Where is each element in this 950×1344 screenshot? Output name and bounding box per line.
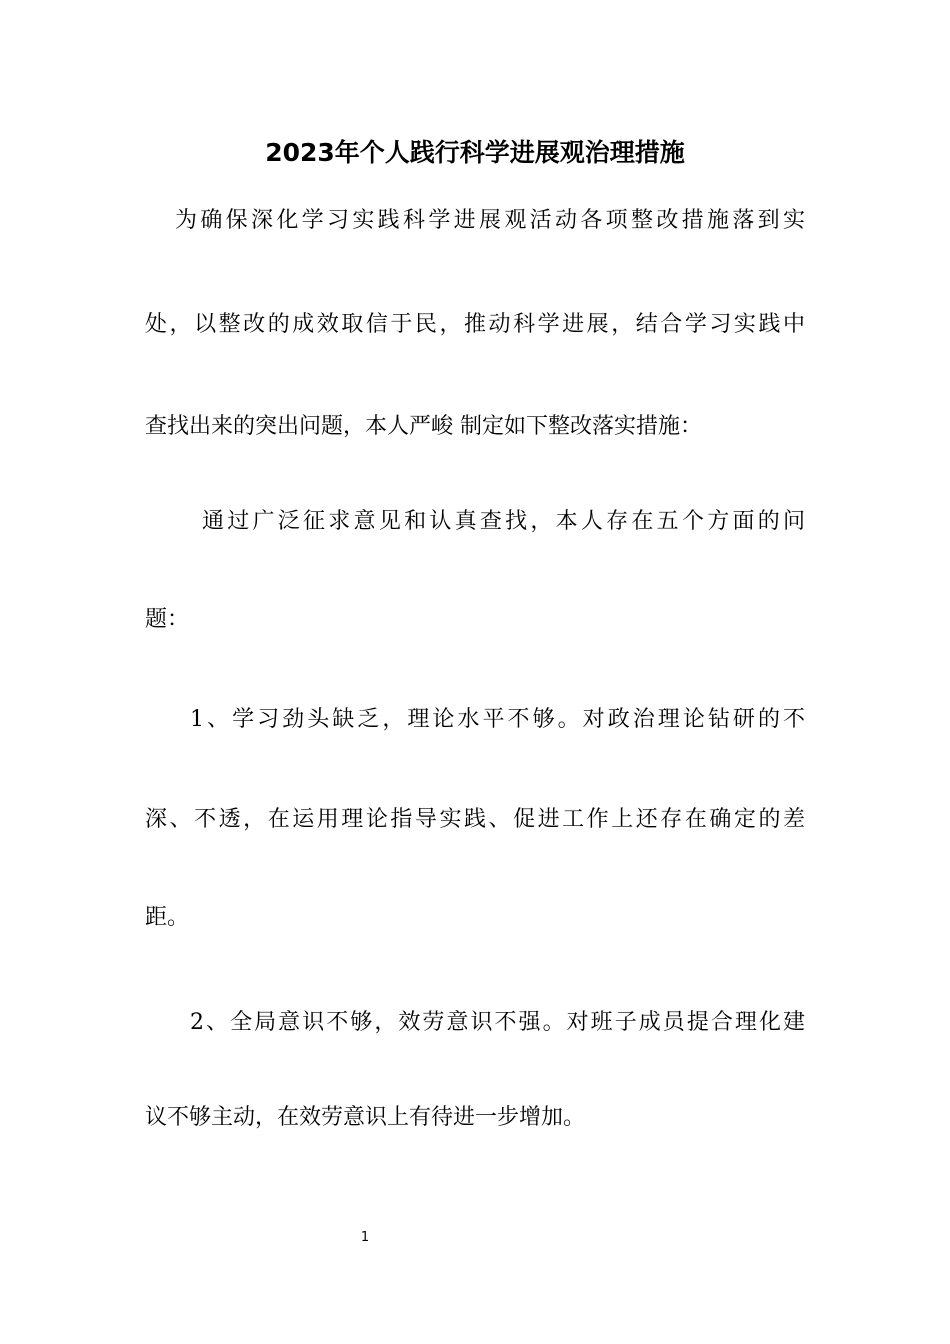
paragraph-1-line-2: 处，以整改的成效取信于民，推动科学进展，结合学习实践中 — [145, 312, 805, 337]
page-number: 1 — [360, 1230, 370, 1245]
paragraph-1-line-3: 查找出来的突出问题，本人严峻 制定如下整改落实措施： — [145, 414, 702, 439]
page-title: 2023年个人践行科学进展观治理措施 — [265, 138, 685, 167]
paragraph-4-line-1: 2、全局意识不够，效劳意识不强。对班子成员提合理化建 — [190, 1010, 805, 1035]
paragraph-3-line-3: 距。 — [145, 905, 190, 930]
paragraph-1-line-1: 为确保深化学习实践科学进展观活动各项整改措施落到实 — [175, 208, 805, 233]
paragraph-2-line-1: 通过广泛征求意见和认真查找，本人存在五个方面的问 — [202, 509, 805, 534]
paragraph-4-line-2: 议不够主动，在效劳意识上有待进一步增加。 — [145, 1105, 586, 1130]
paragraph-3-line-2: 深、不透，在运用理论指导实践、促进工作上还存在确定的差 — [145, 807, 805, 832]
paragraph-2-line-2: 题： — [145, 607, 190, 632]
paragraph-3-line-1: 1、学习劲头缺乏，理论水平不够。对政治理论钻研的不 — [190, 707, 805, 732]
